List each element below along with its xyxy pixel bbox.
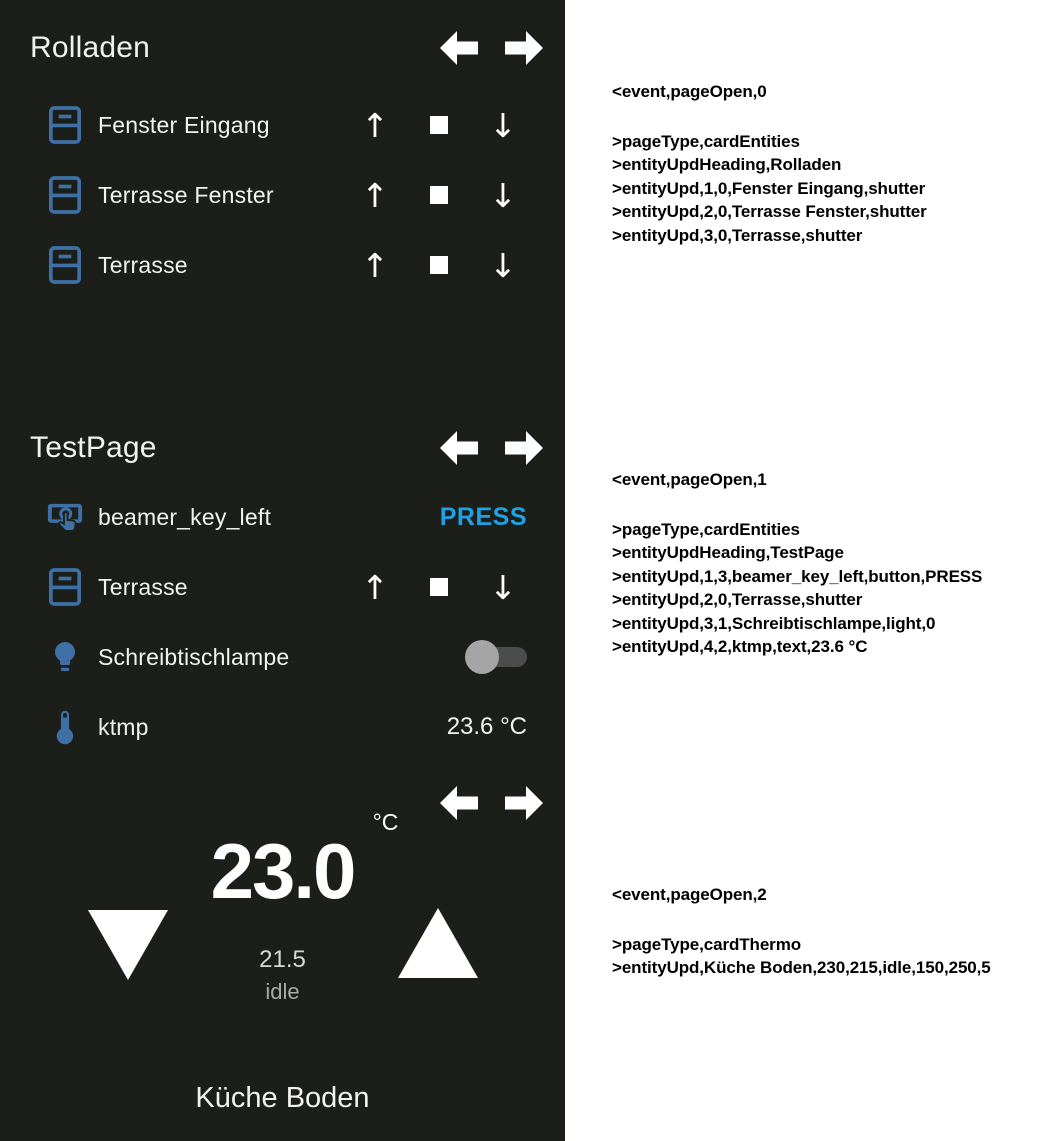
entity-value-text: 23.6 °C bbox=[446, 713, 527, 740]
window-shutter-icon bbox=[46, 105, 84, 145]
entity-list bbox=[0, 90, 565, 300]
panel-header bbox=[0, 0, 565, 66]
current-temperature bbox=[0, 809, 565, 915]
shutter-down-button[interactable]: ↓ bbox=[489, 175, 517, 215]
room-name: Küche Boden bbox=[195, 1082, 370, 1114]
page-nav bbox=[440, 430, 543, 466]
nav-right-arrow-icon[interactable] bbox=[505, 785, 543, 821]
protocol-block-page1 bbox=[612, 468, 1042, 659]
nav-left-arrow-icon[interactable] bbox=[440, 30, 478, 66]
press-button[interactable]: PRESS bbox=[439, 502, 527, 531]
window-shutter-icon bbox=[46, 567, 84, 607]
entity-label: Fenster Eingang bbox=[98, 111, 270, 138]
nav-left-arrow-icon[interactable] bbox=[440, 785, 478, 821]
shutter-controls bbox=[343, 240, 535, 290]
protocol-line: >entityUpdHeading,TestPage bbox=[612, 543, 844, 562]
nav-right-arrow-icon[interactable] bbox=[505, 30, 543, 66]
protocol-line: >entityUpd,3,1,Schreibtischlampe,light,0 bbox=[612, 613, 936, 633]
window-shutter-icon bbox=[46, 175, 84, 215]
light-toggle[interactable] bbox=[465, 640, 527, 674]
shutter-up-button[interactable]: ↑ bbox=[361, 175, 389, 215]
protocol-line: >entityUpdHeading,Rolladen bbox=[612, 155, 842, 174]
entity-row-ktmp bbox=[0, 692, 565, 762]
entity-label: ktmp bbox=[98, 713, 149, 740]
protocol-line: >pageType,cardEntities bbox=[612, 131, 800, 151]
protocol-event-line: <event,pageOpen,0 bbox=[612, 82, 767, 101]
card-entities-testpage bbox=[0, 420, 565, 770]
shutter-up-button[interactable]: ↑ bbox=[361, 105, 389, 145]
stop-square-icon bbox=[430, 116, 448, 134]
entity-label: Terrasse Fenster bbox=[98, 181, 274, 208]
toggle-knob bbox=[465, 640, 499, 674]
lightbulb-icon bbox=[46, 639, 84, 675]
entity-label: Schreibtischlampe bbox=[98, 643, 290, 670]
shutter-down-button[interactable]: ↓ bbox=[489, 567, 517, 607]
stop-square-icon bbox=[430, 256, 448, 274]
protocol-line: >entityUpd,2,0,Terrasse Fenster,shutter bbox=[612, 202, 927, 221]
protocol-line: >entityUpd,1,3,beamer_key_left,button,PRESS bbox=[612, 566, 983, 586]
page-title: Rolladen bbox=[30, 31, 151, 64]
protocol-line: >pageType,cardThermo bbox=[612, 934, 801, 954]
entity-list bbox=[0, 482, 565, 762]
shutter-stop-button[interactable] bbox=[407, 100, 471, 150]
shutter-controls bbox=[343, 562, 535, 612]
protocol-line: >pageType,cardEntities bbox=[612, 519, 800, 539]
entity-row-terrasse bbox=[0, 230, 565, 300]
nav-left-arrow-icon[interactable] bbox=[440, 430, 478, 466]
entity-row-terrasse bbox=[0, 552, 565, 622]
setpoint-temperature: 21.5 bbox=[259, 946, 306, 973]
shutter-down-button[interactable]: ↓ bbox=[489, 245, 517, 285]
entity-label: Terrasse bbox=[98, 251, 188, 278]
stop-square-icon bbox=[430, 578, 448, 596]
protocol-line: >entityUpd,Küche Boden,230,215,idle,150,250,5 bbox=[612, 958, 991, 977]
protocol-block-page0 bbox=[612, 80, 1042, 247]
panel-header bbox=[0, 420, 565, 466]
protocol-line: >entityUpd,4,2,ktmp,text,23.6 °C bbox=[612, 637, 868, 656]
window-shutter-icon bbox=[46, 245, 84, 285]
gesture-tap-button-icon bbox=[46, 499, 84, 535]
card-entities-rolladen bbox=[0, 0, 565, 420]
protocol-line: >entityUpd,2,0,Terrasse,shutter bbox=[612, 590, 863, 609]
protocol-block-page2 bbox=[612, 883, 1042, 980]
entity-row-fenster-eingang bbox=[0, 90, 565, 160]
page-nav bbox=[440, 785, 543, 821]
current-temperature-value: 23.0 bbox=[210, 827, 355, 915]
thermometer-icon bbox=[46, 708, 84, 746]
shutter-stop-button[interactable] bbox=[407, 170, 471, 220]
protocol-event-line: <event,pageOpen,1 bbox=[612, 470, 767, 489]
page-title: TestPage bbox=[30, 431, 157, 464]
protocol-line: >entityUpd,3,0,Terrasse,shutter bbox=[612, 225, 863, 245]
stop-square-icon bbox=[430, 186, 448, 204]
protocol-event-line: <event,pageOpen,2 bbox=[612, 885, 767, 904]
shutter-controls bbox=[343, 100, 535, 150]
page-nav bbox=[440, 30, 543, 66]
card-thermo-kueche-boden bbox=[0, 770, 565, 1141]
temperature-unit: °C bbox=[372, 809, 399, 835]
shutter-up-button[interactable]: ↑ bbox=[361, 245, 389, 285]
entity-label: beamer_key_left bbox=[98, 503, 272, 530]
shutter-stop-button[interactable] bbox=[407, 240, 471, 290]
shutter-controls bbox=[343, 170, 535, 220]
shutter-stop-button[interactable] bbox=[407, 562, 471, 612]
nav-right-arrow-icon[interactable] bbox=[505, 430, 543, 466]
entity-row-beamer-key-left bbox=[0, 482, 565, 552]
shutter-down-button[interactable]: ↓ bbox=[489, 105, 517, 145]
protocol-line: >entityUpd,1,0,Fenster Eingang,shutter bbox=[612, 178, 926, 198]
shutter-up-button[interactable]: ↑ bbox=[361, 567, 389, 607]
hvac-state: idle bbox=[265, 979, 300, 1004]
entity-row-terrasse-fenster bbox=[0, 160, 565, 230]
entity-label: Terrasse bbox=[98, 573, 188, 600]
entity-row-schreibtischlampe bbox=[0, 622, 565, 692]
